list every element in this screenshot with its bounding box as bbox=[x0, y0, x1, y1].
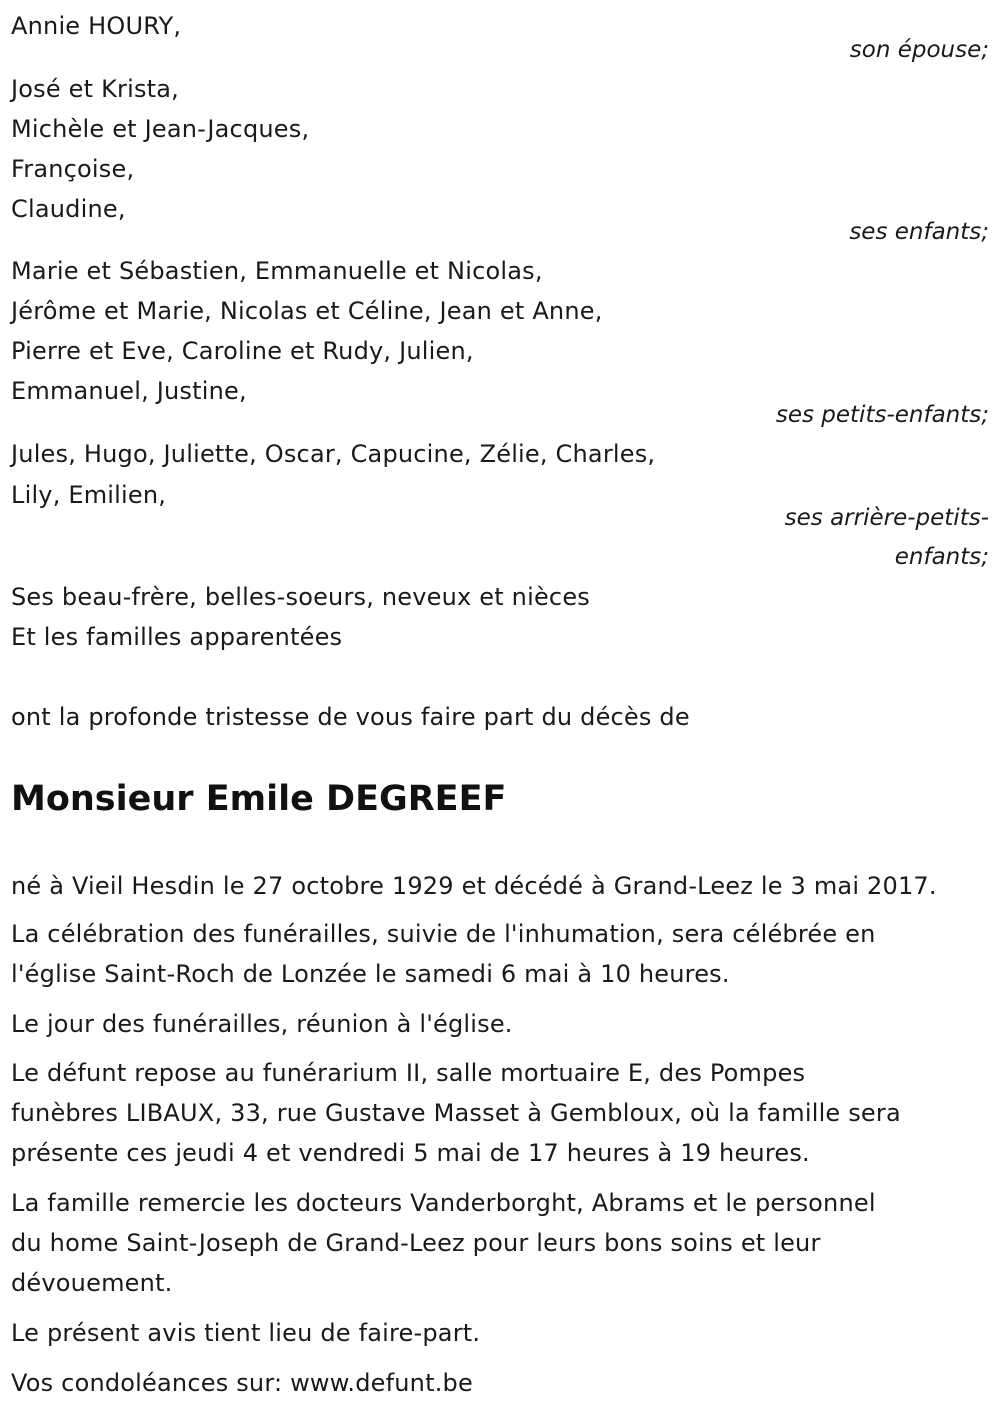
funerarium-line: funèbres LIBAUX, 33, rue Gustave Masset à Gembloux, où la famille sera bbox=[11, 1099, 901, 1127]
relatives-line: Et les familles apparentées bbox=[11, 623, 343, 651]
condolences-line: Vos condoléances sur: www.defunt.be bbox=[11, 1369, 473, 1397]
great-grandchildren-role: ses arrière-petits- bbox=[784, 505, 989, 531]
child-name: Françoise, bbox=[11, 155, 135, 183]
grandchildren-role: ses petits-enfants; bbox=[775, 402, 989, 428]
funeral-line: l'église Saint-Roch de Lonzée le samedi 6 mai à 10 heures. bbox=[11, 960, 730, 988]
funeral-line: La célébration des funérailles, suivie de l'inhumation, sera célébrée en bbox=[11, 920, 876, 948]
birth-death-line: né à Vieil Hesdin le 27 octobre 1929 et décédé à Grand-Leez le 3 mai 2017. bbox=[11, 872, 937, 900]
grandchildren-line: Jérôme et Marie, Nicolas et Céline, Jean et Anne, bbox=[11, 297, 603, 325]
children-role: ses enfants; bbox=[849, 219, 989, 245]
child-name: Michèle et Jean-Jacques, bbox=[11, 115, 310, 143]
child-name: Claudine, bbox=[11, 195, 126, 223]
funerarium-line: Le défunt repose au funérarium II, salle mortuaire E, des Pompes bbox=[11, 1059, 806, 1087]
grandchildren-line: Marie et Sébastien, Emmanuelle et Nicolas, bbox=[11, 257, 543, 285]
gathering-line: Le jour des funérailles, réunion à l'église. bbox=[11, 1010, 513, 1038]
thanks-line: dévouement. bbox=[11, 1269, 173, 1297]
thanks-line: La famille remercie les docteurs Vanderborght, Abrams et le personnel bbox=[11, 1189, 876, 1217]
announcement-text: ont la profonde tristesse de vous faire part du décès de bbox=[11, 703, 690, 731]
thanks-line: du home Saint-Joseph de Grand-Leez pour leurs bons soins et leur bbox=[11, 1229, 821, 1257]
relatives-line: Ses beau-frère, belles-soeurs, neveux et nièces bbox=[11, 583, 590, 611]
deceased-name: Monsieur Emile DEGREEF bbox=[11, 779, 507, 819]
grandchildren-line: Emmanuel, Justine, bbox=[11, 377, 247, 405]
spouse-role: son épouse; bbox=[849, 37, 989, 63]
notice-line: Le présent avis tient lieu de faire-part. bbox=[11, 1319, 481, 1347]
great-grandchildren-line: Jules, Hugo, Juliette, Oscar, Capucine, Zélie, Charles, bbox=[11, 440, 656, 468]
funerarium-line: présente ces jeudi 4 et vendredi 5 mai de 17 heures à 19 heures. bbox=[11, 1139, 810, 1167]
child-name: José et Krista, bbox=[11, 75, 179, 103]
great-grandchildren-line: Lily, Emilien, bbox=[11, 481, 167, 509]
grandchildren-line: Pierre et Eve, Caroline et Rudy, Julien, bbox=[11, 337, 474, 365]
great-grandchildren-role: enfants; bbox=[894, 544, 989, 570]
spouse-name: Annie HOURY, bbox=[11, 12, 182, 40]
obituary-notice bbox=[11, 0, 989, 1413]
